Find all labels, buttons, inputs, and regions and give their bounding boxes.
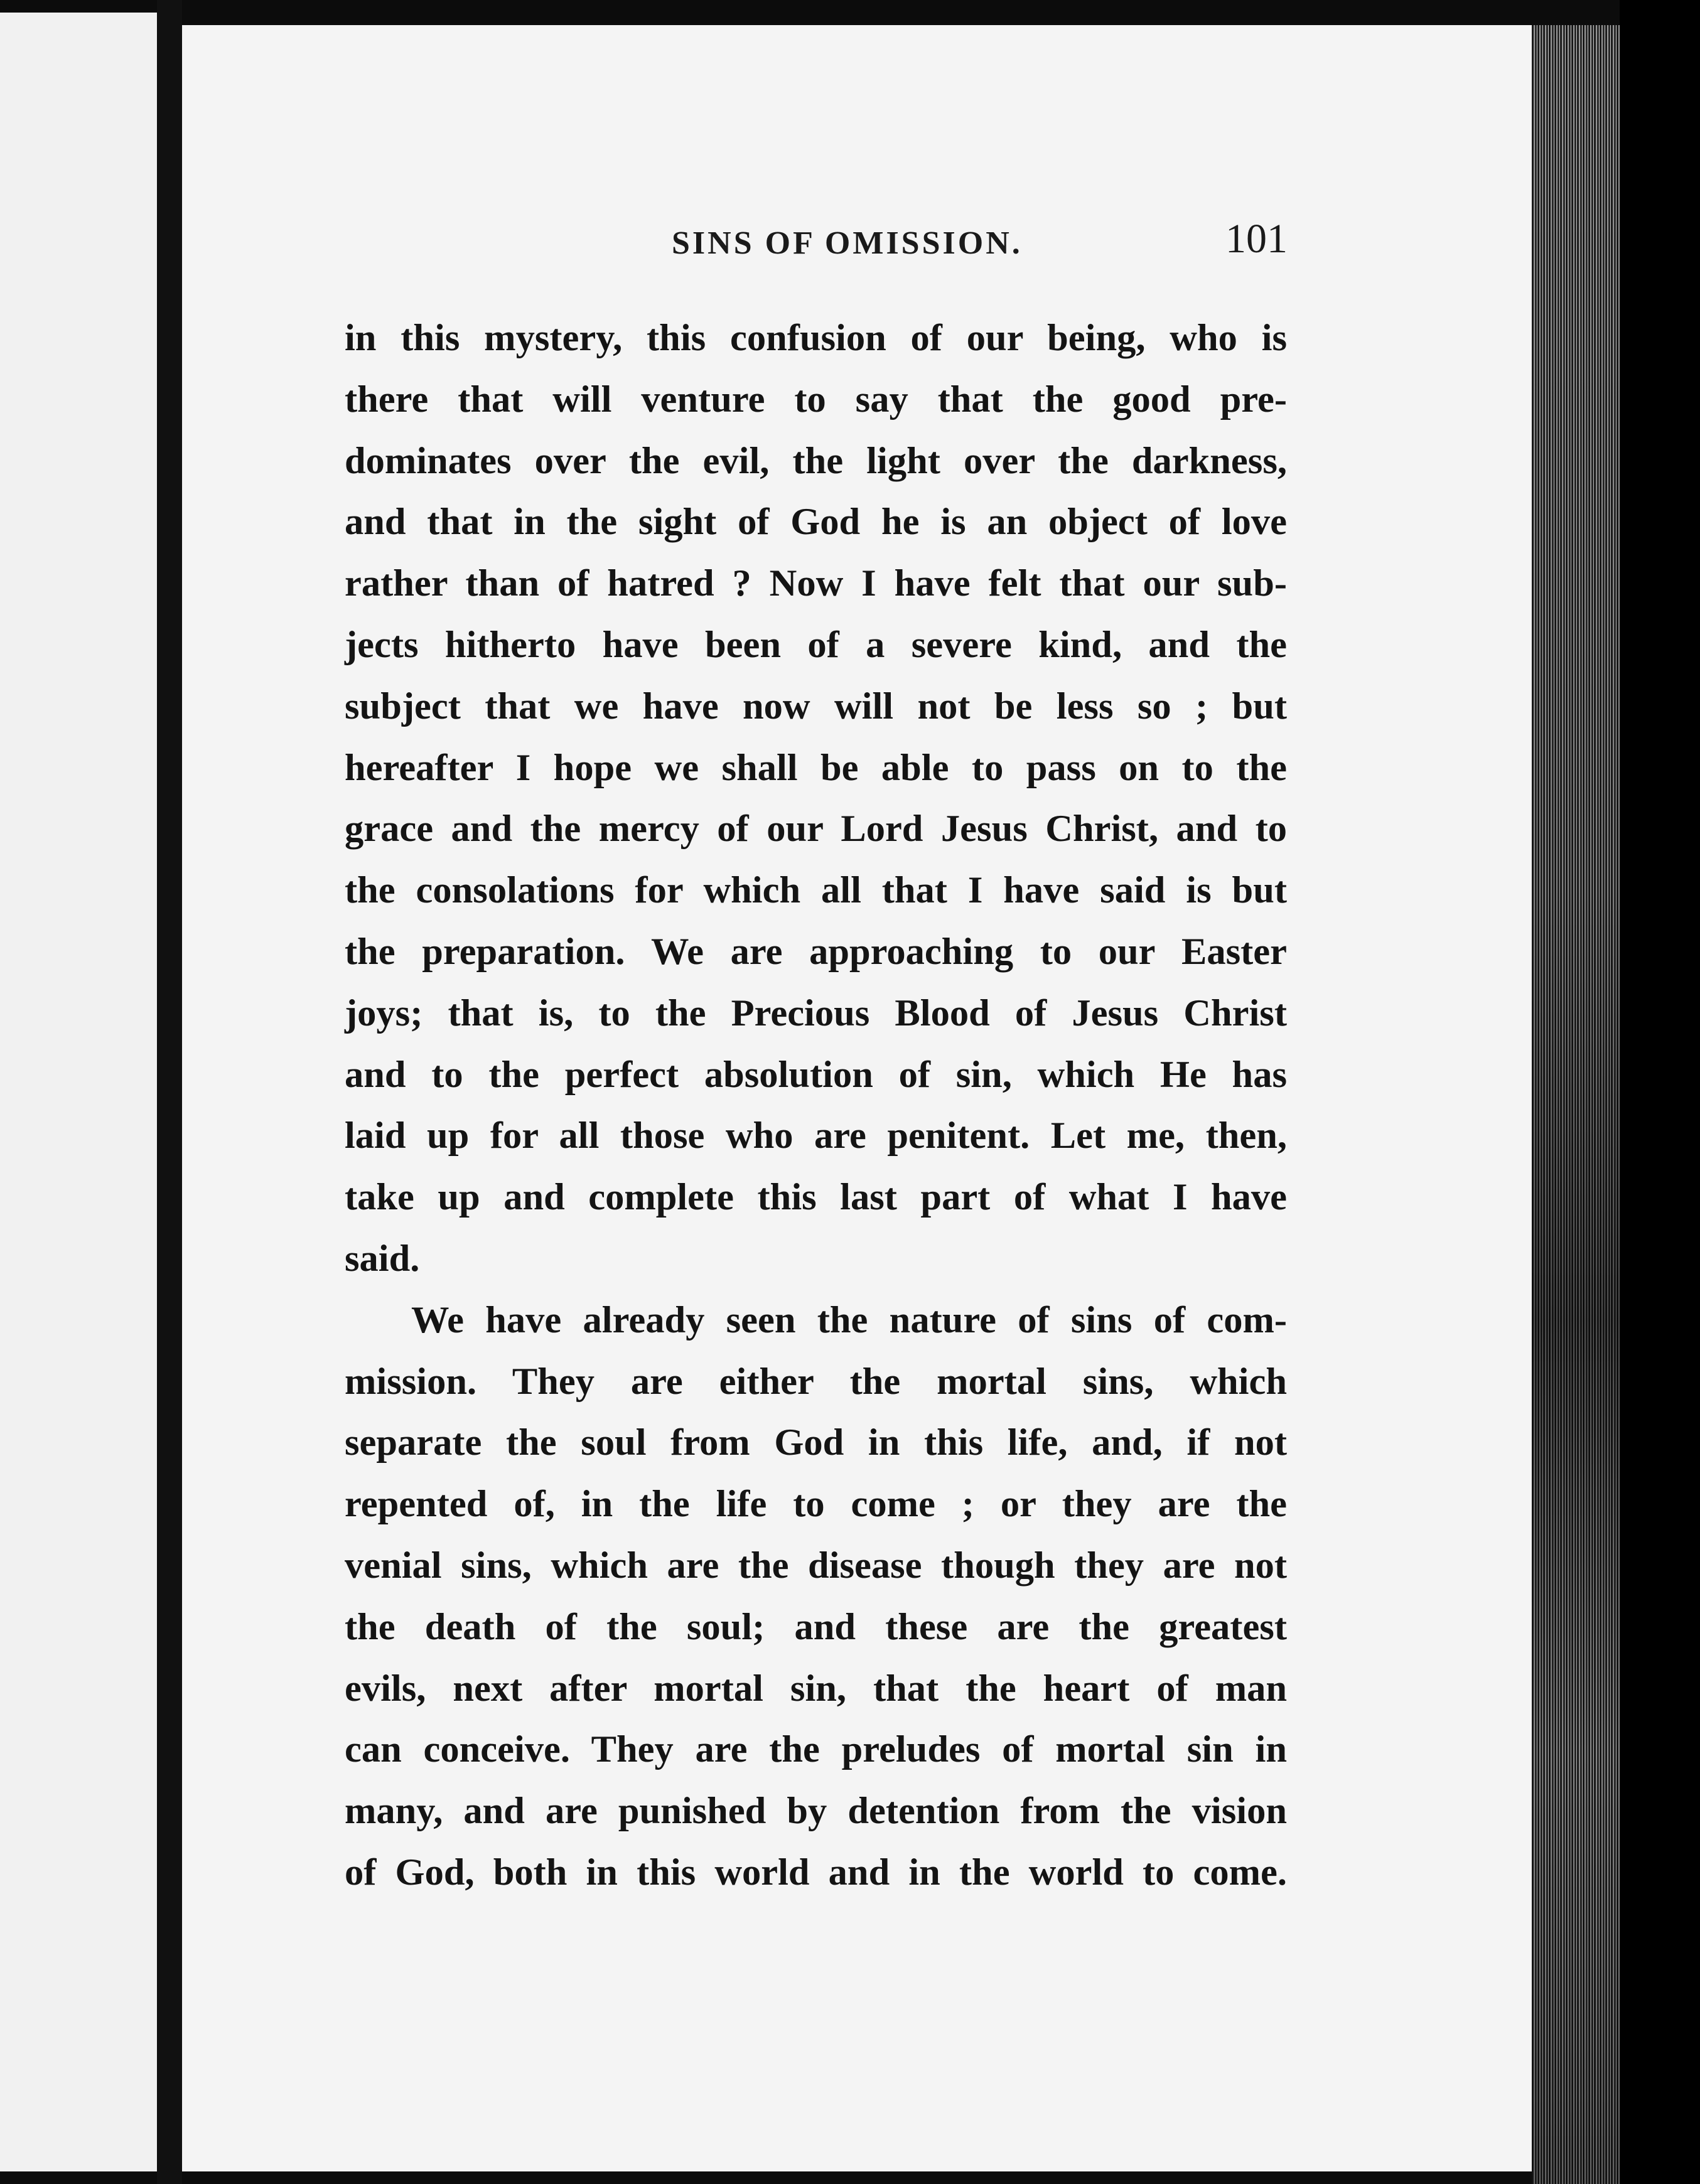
text-line: We have already seen the nature of sins of com-: [411, 1298, 1287, 1341]
text-line: the death of the soul; and these are the greatest: [345, 1605, 1287, 1648]
text-line: jects hitherto have been of a severe kind, and the: [345, 623, 1287, 666]
text-line: take up and complete this last part of what I have: [345, 1176, 1287, 1219]
text-line: repented of, in the life to come ; or they are the: [345, 1483, 1287, 1526]
text-line: many, and are punished by detention from the vision: [345, 1790, 1287, 1833]
text-line: and to the perfect absolution of sin, which He has: [345, 1053, 1287, 1096]
scan-background: [1620, 0, 1700, 2184]
text-line: subject that we have now will not be less so ; but: [345, 685, 1287, 727]
page-edges: [1532, 25, 1620, 2184]
body-text: [345, 308, 1287, 1903]
text-line: the preparation. We are approaching to our Easter: [345, 930, 1287, 973]
text-line: and that in the sight of God he is an object of love: [345, 501, 1287, 543]
text-line: mission. They are either the mortal sins, which: [345, 1360, 1287, 1403]
text-line: said.: [345, 1237, 420, 1280]
text-line: separate the soul from God in this life, and, if not: [345, 1421, 1287, 1464]
running-title: SINS OF OMISSION.: [672, 225, 1023, 261]
text-line: hereafter I hope we shall be able to pass on to the: [345, 746, 1287, 789]
facing-page-edge: [0, 13, 157, 2171]
text-line: grace and the mercy of our Lord Jesus Christ, and to: [345, 808, 1287, 850]
text-line: of God, both in this world and in the world to come.: [345, 1851, 1287, 1893]
text-line: joys; that is, to the Precious Blood of Jesus Christ: [345, 992, 1287, 1034]
book-gutter: [157, 0, 182, 2184]
text-line: the consolations for which all that I have said is but: [345, 869, 1287, 912]
text-line: there that will venture to say that the good pre-: [345, 378, 1287, 420]
text-line: in this mystery, this confusion of our being, who is: [345, 317, 1287, 359]
text-line: venial sins, which are the disease though they are not: [345, 1544, 1287, 1587]
text-line: evils, next after mortal sin, that the heart of man: [345, 1667, 1287, 1710]
text-line: rather than of hatred ? Now I have felt that our sub-: [345, 562, 1287, 605]
text-line: can conceive. They are the preludes of mortal sin in: [345, 1728, 1287, 1771]
paragraph: [345, 1290, 1287, 1903]
page-number: 101: [1225, 216, 1288, 262]
text-line: laid up for all those who are penitent. Let me, then,: [345, 1115, 1287, 1157]
text-line: dominates over the evil, the light over the darkness,: [345, 439, 1287, 482]
paragraph: [345, 308, 1287, 1290]
